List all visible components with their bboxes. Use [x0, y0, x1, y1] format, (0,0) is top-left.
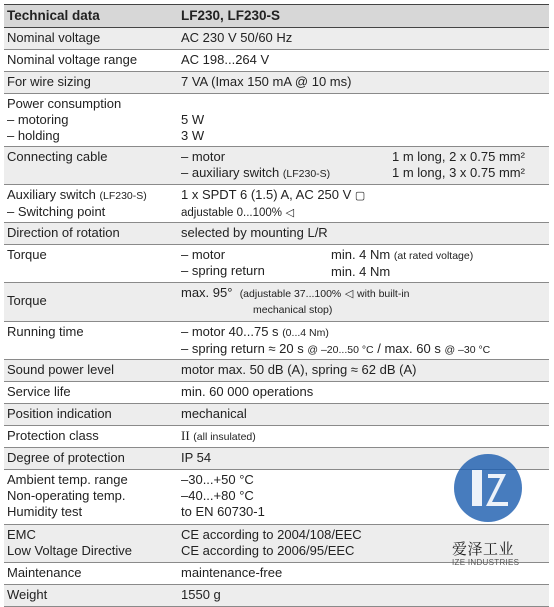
value: AC 198...264 V [181, 52, 270, 67]
label-emc: EMC [7, 527, 36, 542]
watermark-brand-cn: 爱泽工业 [452, 541, 515, 558]
value: motor max. 50 dB (A), spring ≈ 62 dB (A) [181, 362, 417, 377]
label: Sound power level [7, 362, 114, 377]
value: 1550 g [181, 587, 221, 602]
row-angle-of-rotation [4, 283, 549, 322]
running-motor-note: (0...4 Nm) [282, 327, 329, 339]
row-voltage-range [4, 50, 549, 72]
row-weight [4, 585, 549, 607]
label: Auxiliary switch [7, 187, 96, 202]
label-non-operating-temp: Non-operating temp. [7, 488, 126, 503]
row-service-life [4, 382, 549, 404]
sublabel-holding: – holding [7, 128, 60, 143]
adjust-arrow-icon: ◁ [344, 288, 354, 300]
value-holding: 3 W [181, 128, 205, 143]
label-ambient-temp: Ambient temp. range [7, 472, 128, 487]
sublabel-motoring: – motoring [7, 112, 69, 127]
value: AC 230 V 50/60 Hz [181, 30, 293, 45]
note-built-in: with built-in [356, 288, 410, 300]
value: maintenance-free [181, 565, 283, 580]
sublabel-switching-point: – Switching point [7, 204, 106, 219]
header-model: LF230, LF230-S [181, 8, 281, 23]
value-humidity-test: to EN 60730-1 [181, 504, 265, 519]
row-protection-class [4, 426, 549, 448]
row-position-indication [4, 404, 549, 426]
torque-motor-note: (at rated voltage) [393, 250, 474, 262]
adjust-arrow-icon: ◁ [285, 207, 295, 219]
label: Torque [7, 247, 47, 262]
label: Degree of protection [7, 450, 125, 465]
value-ambient-temp: –30...+50 °C [181, 472, 254, 487]
value: min. 60 000 operations [181, 384, 314, 399]
running-spring-note: @ –20...50 °C [307, 344, 374, 356]
cable-aux-spec: 1 m long, 3 x 0.75 mm² [392, 165, 525, 180]
row-running-time [4, 322, 549, 360]
torque-motor: – motor [181, 247, 226, 262]
row-connecting-cable [4, 147, 549, 185]
torque-spring-return: – spring return [181, 263, 265, 278]
row-sound-power-level [4, 360, 549, 382]
value: selected by mounting L/R [181, 225, 328, 240]
table-header [4, 4, 549, 28]
label: Position indication [7, 406, 112, 421]
row-torque [4, 245, 549, 283]
label: Nominal voltage [7, 30, 101, 45]
value: IP 54 [181, 450, 212, 465]
note-adjustable: (adjustable 37...100% [239, 288, 342, 300]
running-spring: – spring return ≈ 20 s [181, 341, 304, 356]
row-power-consumption [4, 94, 549, 147]
label: Running time [7, 324, 84, 339]
protection-square-icon: ▢ [354, 190, 366, 202]
label-note: (LF230-S) [99, 190, 147, 202]
note-mechanical-stop: mechanical stop) [253, 304, 333, 316]
row-wire-sizing [4, 72, 549, 94]
label: Protection class [7, 428, 99, 443]
value-motoring: 5 W [181, 112, 205, 127]
label: Connecting cable [7, 149, 108, 164]
label: Direction of rotation [7, 225, 120, 240]
row-auxiliary-switch [4, 185, 549, 223]
watermark-brand-en: IZE INDUSTRIES [452, 558, 520, 567]
torque-motor-value: min. 4 Nm [331, 247, 391, 262]
label: For wire sizing [7, 74, 91, 89]
value-spdt: 1 x SPDT 6 (1.5) A, AC 250 V [181, 187, 352, 202]
note: (all insulated) [193, 431, 256, 443]
row-direction-of-rotation [4, 223, 549, 245]
cable-aux-switch: – auxiliary switch [181, 165, 280, 180]
value-adjustable: adjustable 0...100% [181, 207, 283, 219]
cable-aux-note: (LF230-S) [282, 168, 331, 180]
value-low-voltage: CE according to 2006/95/EEC [181, 543, 355, 558]
torque-spring-value: min. 4 Nm [331, 264, 391, 279]
label: Service life [7, 384, 71, 399]
cable-motor-spec: 1 m long, 2 x 0.75 mm² [392, 149, 525, 164]
cable-motor: – motor [181, 149, 226, 164]
running-motor: – motor 40...75 s [181, 324, 279, 339]
header-technical-data: Technical data [7, 8, 100, 23]
value: II [181, 428, 190, 443]
label: Maintenance [7, 565, 82, 580]
label: Power consumption [7, 96, 122, 111]
label: Torque [7, 293, 47, 308]
value-emc: CE according to 2004/108/EEC [181, 527, 362, 542]
label: Weight [7, 587, 48, 602]
value: mechanical [181, 406, 247, 421]
label-humidity-test: Humidity test [7, 504, 83, 519]
running-spring-max: / max. 60 s [373, 341, 441, 356]
value: 7 VA (Imax 150 mA @ 10 ms) [181, 74, 352, 89]
label: Nominal voltage range [7, 52, 138, 67]
value-non-operating-temp: –40...+80 °C [181, 488, 254, 503]
label-low-voltage: Low Voltage Directive [7, 543, 133, 558]
row-nominal-voltage [4, 28, 549, 50]
value: max. 95° [181, 285, 233, 300]
ize-logo-icon [452, 452, 524, 524]
running-spring-max-note: @ –30 °C [444, 344, 491, 356]
